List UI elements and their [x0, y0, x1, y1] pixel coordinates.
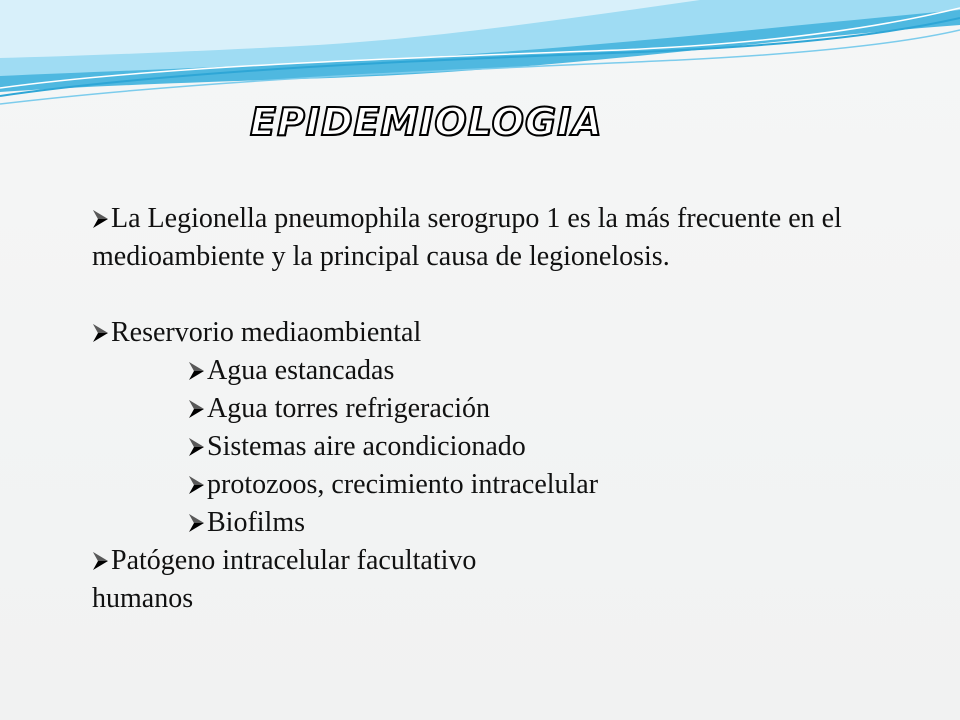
- spacer: [92, 276, 892, 314]
- arrow-bullet-icon: [92, 209, 109, 229]
- reservoir-item: [92, 390, 892, 428]
- arrow-bullet-icon: [92, 551, 109, 571]
- arrow-bullet-icon: [188, 399, 205, 419]
- reservoir-item-text: Biofilms: [207, 507, 306, 538]
- arrow-bullet-icon: [92, 323, 109, 343]
- reservoir-label: Reservorio mediaombiental: [111, 317, 422, 348]
- reservoir-item: [92, 352, 892, 390]
- reservoir-item-text: Agua estancadas: [207, 355, 395, 386]
- reservoir-item: [92, 428, 892, 466]
- reservoir-item-text: Agua torres refrigeración: [207, 393, 490, 424]
- reservoir-bullet: [92, 314, 892, 352]
- reservoir-item: [92, 466, 892, 504]
- intro-bullet: [92, 200, 892, 276]
- slide-title: EPIDEMIOLOGIA: [250, 100, 603, 144]
- slide-content: [92, 200, 892, 618]
- arrow-bullet-icon: [188, 361, 205, 381]
- intro-text: La Legionella pneumophila serogrupo 1 es la más frecuente en el medioambiente y la principal causa de legionelosis.: [92, 203, 842, 272]
- reservoir-item-text: Sistemas aire acondicionado: [207, 431, 526, 462]
- arrow-bullet-icon: [188, 475, 205, 495]
- pathogen-line2: humanos: [92, 583, 194, 614]
- pathogen-line1: Patógeno intracelular facultativo: [111, 545, 477, 576]
- arrow-bullet-icon: [188, 437, 205, 457]
- reservoir-item-text: protozoos, crecimiento intracelular: [207, 469, 599, 500]
- reservoir-item: [92, 504, 892, 542]
- arrow-bullet-icon: [188, 513, 205, 533]
- pathogen-bullet: [92, 542, 892, 580]
